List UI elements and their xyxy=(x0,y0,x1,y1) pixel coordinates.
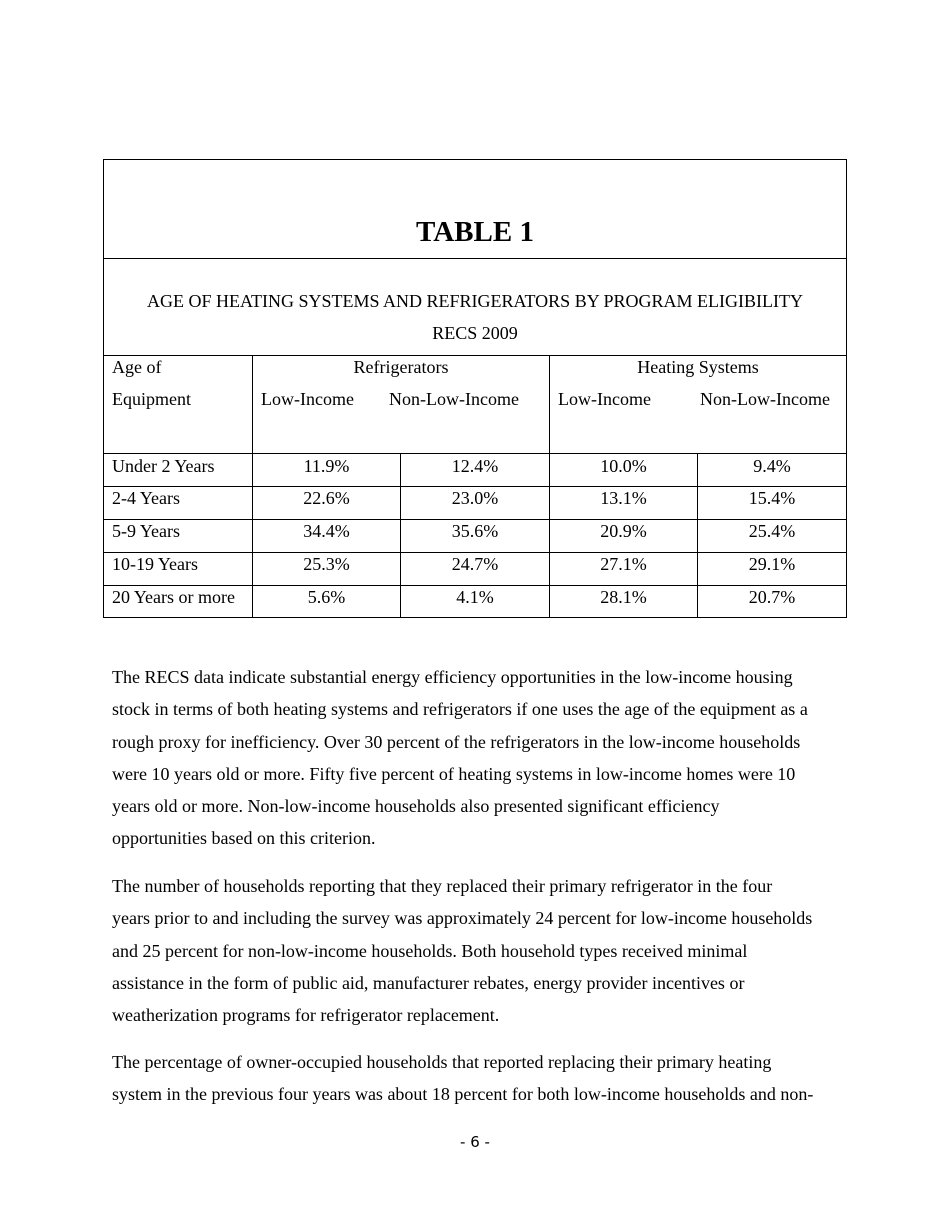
title-divider xyxy=(104,258,846,259)
table-cell: 10.0% xyxy=(600,456,647,476)
column-header: Low-Income xyxy=(558,389,651,409)
row-header-label: Equipment xyxy=(112,389,191,409)
table-cell: 27.1% xyxy=(600,554,647,574)
row-divider xyxy=(104,585,846,586)
table-cell: 20.7% xyxy=(748,587,796,607)
table-cell: 35.6% xyxy=(451,521,499,541)
caption-divider xyxy=(104,355,846,356)
row-label: 5-9 Years xyxy=(112,521,181,541)
row-label: Under 2 Years xyxy=(112,456,215,476)
body-paragraph xyxy=(112,661,842,855)
row-header-label: Age of xyxy=(112,357,162,377)
paragraph-line: and 25 percent for non-low-income households. Both household types received minimal xyxy=(112,940,748,961)
table-cell: 20.9% xyxy=(600,521,647,541)
table-cell: 28.1% xyxy=(600,587,647,607)
paragraph-line: system in the previous four years was about 18 percent for both low-income households and non- xyxy=(112,1084,814,1105)
column-header: Non-Low-Income xyxy=(389,389,519,409)
table-cell: 29.1% xyxy=(748,554,796,574)
table-cell: 5.6% xyxy=(307,587,346,607)
body-paragraph xyxy=(112,1046,842,1111)
table-cell: 11.9% xyxy=(303,456,350,476)
table-subcaption: RECS 2009 xyxy=(432,323,518,343)
body-paragraph xyxy=(112,870,842,1031)
paragraph-line: The number of households reporting that they replaced their primary refrigerator in the four xyxy=(112,876,773,896)
header-divider xyxy=(104,453,846,454)
column-divider xyxy=(252,355,253,617)
page-number: - 6 - xyxy=(460,1133,490,1151)
data-table xyxy=(103,159,847,618)
table-cell: 13.1% xyxy=(600,488,647,508)
group-header-heating: Heating Systems xyxy=(637,357,759,377)
paragraph-line: years old or more. Non-low-income households also presented significant efficiency xyxy=(112,796,720,817)
row-divider xyxy=(104,486,846,487)
row-label: 2-4 Years xyxy=(112,488,181,508)
paragraph-line: years prior to and including the survey was approximately 24 percent for low-income households xyxy=(112,908,813,929)
table-cell: 4.1% xyxy=(456,587,494,607)
paragraph-line: assistance in the form of public aid, manufacturer rebates, energy provider incentives or xyxy=(112,972,745,993)
table-cell: 23.0% xyxy=(451,488,499,508)
paragraph-line: weatherization programs for refrigerator replacement. xyxy=(112,1005,500,1026)
table-cell: 15.4% xyxy=(748,488,796,508)
table-cell: 25.4% xyxy=(748,521,796,541)
table-cell: 22.6% xyxy=(303,488,350,508)
table-title: TABLE 1 xyxy=(416,216,534,248)
row-label: 20 Years or more xyxy=(112,587,235,607)
table-cell: 9.4% xyxy=(753,456,791,476)
column-header: Non-Low-Income xyxy=(700,389,830,409)
paragraph-line: stock in terms of both heating systems and refrigerators if one uses the age of the equipment as a xyxy=(112,699,808,720)
row-label: 10-19 Years xyxy=(112,554,199,574)
column-divider xyxy=(549,355,550,617)
paragraph-line: rough proxy for inefficiency. Over 30 percent of the refrigerators in the low-income households xyxy=(112,731,801,752)
paragraph-line: were 10 years old or more. Fifty five percent of heating systems in low-income homes were 10 xyxy=(112,763,796,784)
row-divider xyxy=(104,552,846,553)
column-header: Low-Income xyxy=(261,389,354,409)
table-caption: AGE OF HEATING SYSTEMS AND REFRIGERATORS BY PROGRAM ELIGIBILITY xyxy=(146,291,804,311)
group-header-refrigerators: Refrigerators xyxy=(353,357,449,377)
paragraph-line: opportunities based on this criterion. xyxy=(112,828,376,849)
row-divider xyxy=(104,519,846,520)
table-cell: 25.3% xyxy=(303,554,350,574)
table-cell: 24.7% xyxy=(451,554,499,574)
paragraph-line: The RECS data indicate substantial energy efficiency opportunities in the low-income housing xyxy=(112,667,793,687)
table-cell: 34.4% xyxy=(303,521,350,541)
table-cell: 12.4% xyxy=(451,456,499,476)
paragraph-line: The percentage of owner-occupied households that reported replacing their primary heating xyxy=(112,1052,772,1072)
